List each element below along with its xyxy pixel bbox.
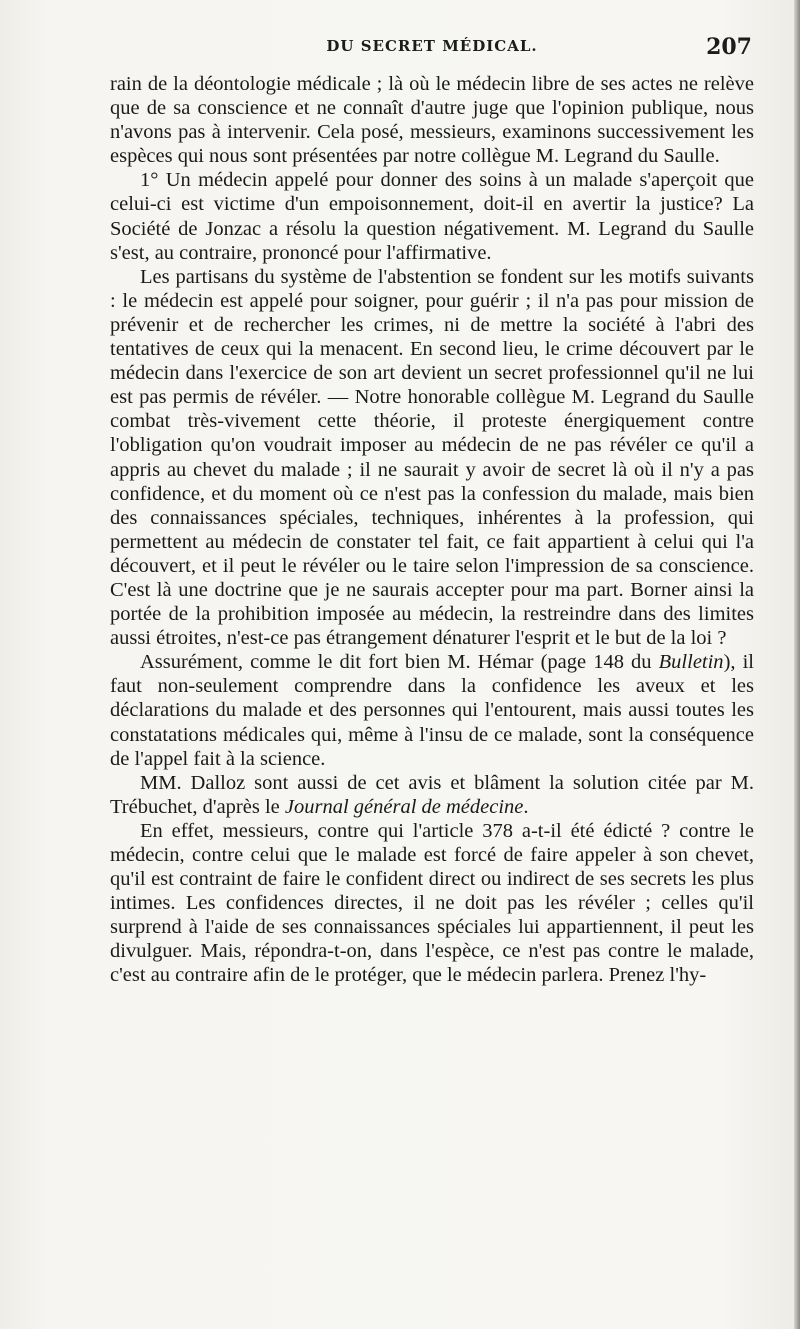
bulletin-title: Bulletin	[658, 651, 724, 674]
body-text	[110, 72, 754, 988]
paragraph-2: 1° Un médecin appelé pour donner des soins à un malade s'aperçoit que celui-ci est victime d'un empoisonnement, doit-il en avertir la justice? La Société de Jonzac a résolu la question négativement. M. Legrand du Saulle s'est, au contraire, prononcé pour l'affirmative.	[110, 169, 754, 264]
paragraph-4-text-after: ), il faut non-seulement comprendre dans la confidence les aveux et les déclarations du malade et des personnes qui l'entourent, mais aussi toutes les constatations médicales qui, même à l'insu de ce malade, sont la conséquence de l'appel fait à la science.	[110, 651, 754, 770]
paragraph-1: rain de la déontologie médicale ; là où le médecin libre de ses actes ne relève que de sa conscience et ne connaît d'autre juge que l'opinion publique, nous n'avons pas à intervenir. Cela posé, messieurs, examinons successivement les espèces qui nous sont présentées par notre collègue M. Legrand du Saulle.	[110, 73, 754, 168]
journal-title: Journal général de médecine	[284, 795, 524, 818]
paragraph-5-text-after: .	[523, 795, 529, 818]
paragraph-4	[110, 650, 754, 770]
page-header	[112, 34, 752, 62]
paragraph-5-text-before: MM. Dalloz sont aussi de cet avis et blâment la solution citée par M. Trébuchet, d'après le	[110, 771, 754, 818]
paragraph-3: Les partisans du système de l'abstention se fondent sur les motifs suivants : le médecin est appelé pour soigner, pour guérir ; il n'a pas pour mission de prévenir et de rechercher les crimes, ni de mettre la société à l'abri des tentatives de ceux qui la menacent. En second lieu, le crime découvert par le médecin dans l'exercice de son art devient un secret professionnel qu'il ne lui est pas permis de révéler. — Notre honorable collègue M. Legrand du Saulle combat très-vivement cette théorie, il proteste énergiquement contre l'obligation qu'on voudrait imposer au médecin de ne pas révéler ce qu'il a appris au chevet du malade ; il ne saurait y avoir de secret là où il n'y a pas confidence, et du moment où ce n'est pas la confession du malade, mais bien des connaissances spéciales, techniques, inhérentes à la profession, qui permettent au médecin de constater tel fait, ce fait appartient à celui qui l'a découvert, et il peut le révéler ou le taire selon l'impression de sa conscience. C'est là une doctrine que je ne saurais accepter pour ma part. Borner ainsi la portée de la prohibition imposée au médecin, la restreindre dans des limites aussi étroites, n'est-ce pas étrangement dénaturer l'esprit et le but de la loi ?	[110, 265, 754, 650]
running-title: DU SECRET MÉDICAL.	[326, 37, 538, 55]
page-number: 207	[706, 34, 752, 60]
paragraph-6: En effet, messieurs, contre qui l'article 378 a-t-il été édicté ? contre le médecin, contre celui que le malade est forcé de faire appeler à son chevet, qu'il est contraint de faire le confident direct ou indirect de ses secrets les plus intimes. Les confidences directes, il ne doit pas les révéler ; celles qu'il surprend à l'aide de ses connaissances spéciales lui appartiennent, il peut les divulguer. Mais, répondra-t-on, dans l'espèce, ce n'est pas contre le malade, c'est au contraire afin de le protéger, que le médecin parlera. Prenez l'hy-	[110, 819, 754, 987]
paragraph-5	[110, 771, 754, 819]
paragraph-4-text-before: Assurément, comme le dit fort bien M. Hémar (page 148 du	[140, 651, 659, 674]
page-edge-shadow	[794, 0, 800, 1329]
